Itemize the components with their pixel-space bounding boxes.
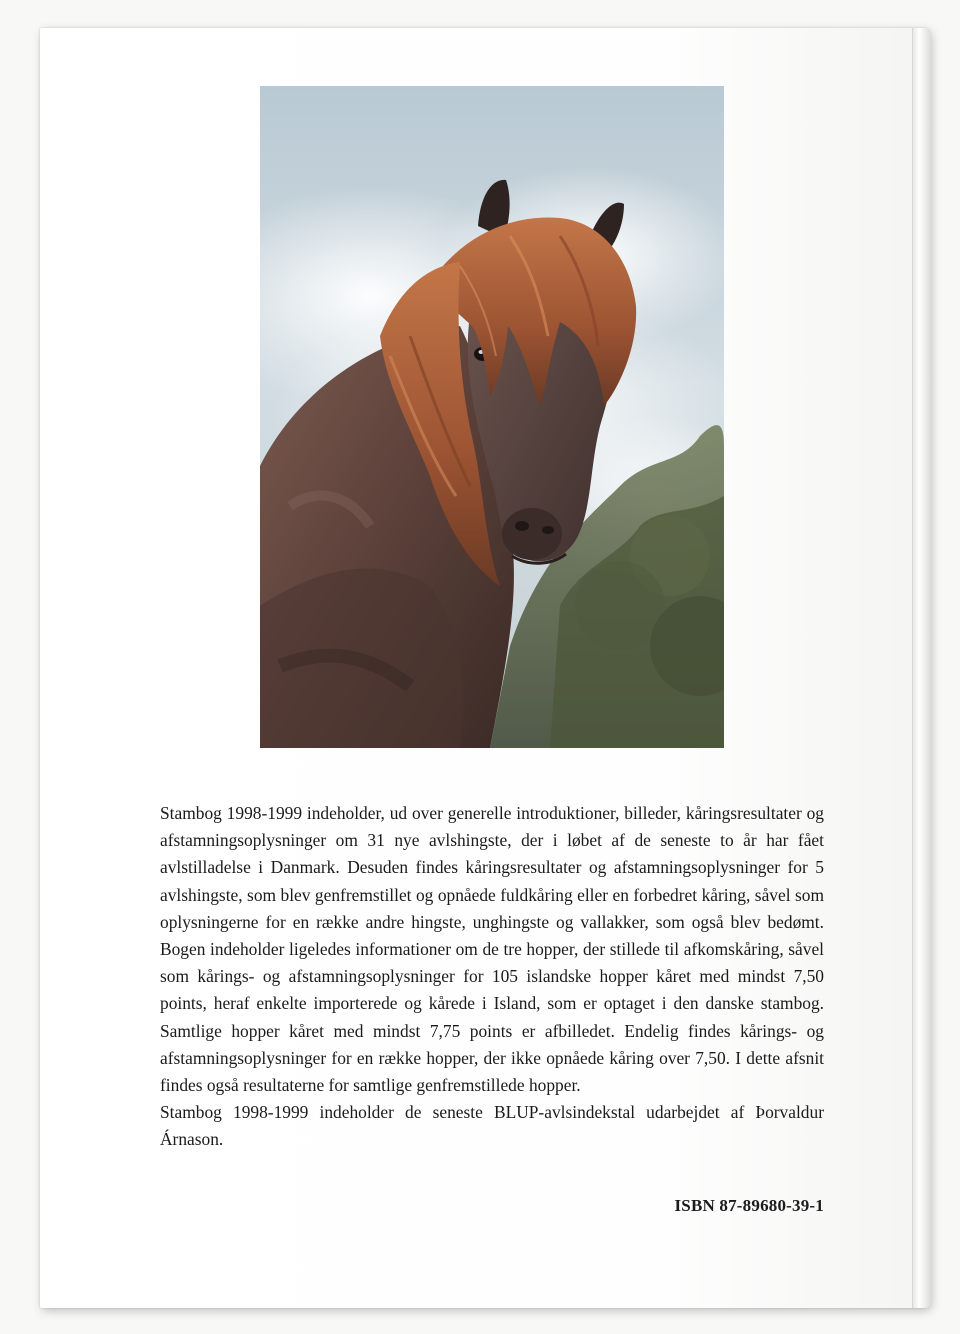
book-back-cover: [40, 28, 930, 1308]
description-paragraph-2: Stambog 1998-1999 indeholder de seneste BLUP-avlsindekstal udarbejdet af Þorvaldur Árnason.: [160, 1102, 824, 1150]
description-text: [160, 800, 824, 1154]
description-paragraph-1: Stambog 1998-1999 indeholder, ud over generelle introduktioner, billeder, kåringsresultater og afstamningsoplysninger om 31 nye avlshingste, der i løbet af de seneste to år har fået avlstilladelse i Danmark. Desuden findes kåringsresultater og afstamningsoplysninger for 5 avlshingste, som blev genfremstillet og opnåede fuldkåring eller en forbedret kåring, såvel som oplysningerne for en række andre hingste, unghingste og vallakker, som også blev bedømt. Bogen indeholder ligeledes informationer om de tre hopper, der stillede til afkomskåring, såvel som kårings- og afstamningsoplysninger for 105 islandske hopper kåret med mindst 7,50 points, heraf enkelte importerede og kårede i Island, som er optaget i den danske stambog. Samtlige hopper kåret med mindst 7,75 points er afbilledet. Endelig findes kårings- og afstamningsoplysninger for en række hopper, der ikke opnåede kåring over 7,50. I dette afsnit findes også resultaterne for samtlige genfremstillede hopper.: [160, 803, 824, 1096]
isbn-label: ISBN 87-89680-39-1: [674, 1196, 824, 1215]
horse-photo: [260, 86, 724, 748]
spine-hinge: [912, 28, 931, 1308]
horse-photo-illustration: [260, 86, 724, 748]
